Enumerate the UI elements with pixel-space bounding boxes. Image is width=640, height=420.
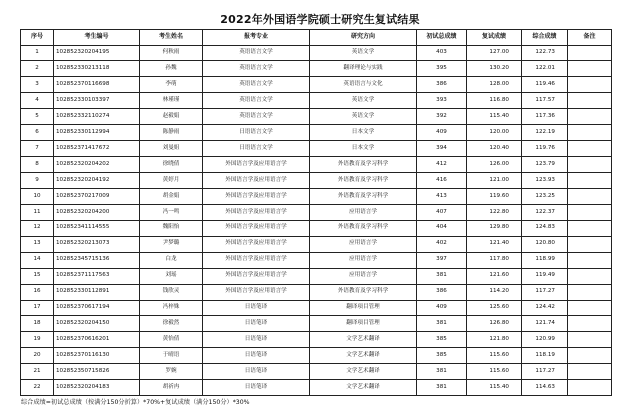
cell-retest-score: 119.60 [467, 188, 522, 204]
cell-major: 外国语言学及应用语言学 [203, 236, 310, 252]
cell-candidate-id: 102852320204195 [54, 45, 140, 61]
cell-research-direction: 应用语言学 [310, 252, 417, 268]
cell-major: 日语语言文学 [203, 141, 310, 157]
cell-index: 6 [21, 125, 54, 141]
cell-retest-score: 120.00 [467, 125, 522, 141]
cell-index: 5 [21, 109, 54, 125]
cell-remarks [568, 93, 612, 109]
table-row [21, 61, 612, 77]
cell-total-score: 121.74 [522, 316, 568, 332]
cell-research-direction: 外语教育及学习科学 [310, 284, 417, 300]
cell-remarks [568, 236, 612, 252]
cell-total-score: 122.37 [522, 204, 568, 220]
cell-retest-score: 128.00 [467, 77, 522, 93]
cell-research-direction: 外语教育及学习科学 [310, 220, 417, 236]
cell-candidate-id: 102852341114555 [54, 220, 140, 236]
cell-remarks [568, 204, 612, 220]
cell-retest-score: 115.60 [467, 364, 522, 380]
cell-candidate-name: 刘曼姐 [140, 141, 203, 157]
cell-preliminary-score: 397 [417, 252, 467, 268]
cell-retest-score: 121.80 [467, 332, 522, 348]
cell-index: 7 [21, 141, 54, 157]
cell-preliminary-score: 392 [417, 109, 467, 125]
cell-remarks [568, 300, 612, 316]
cell-total-score: 117.57 [522, 93, 568, 109]
cell-retest-score: 120.40 [467, 141, 522, 157]
header-remarks: 备注 [568, 30, 612, 46]
cell-remarks [568, 316, 612, 332]
cell-candidate-name: 冯梓姝 [140, 300, 203, 316]
cell-retest-score: 125.60 [467, 300, 522, 316]
cell-major: 外国语言学及应用语言学 [203, 284, 310, 300]
cell-index: 3 [21, 77, 54, 93]
cell-index: 11 [21, 204, 54, 220]
cell-total-score: 117.27 [522, 284, 568, 300]
header-major: 报考专业 [203, 30, 310, 46]
cell-research-direction: 外语教育及学习科学 [310, 157, 417, 173]
cell-retest-score: 114.20 [467, 284, 522, 300]
cell-candidate-name: 陈静雨 [140, 125, 203, 141]
cell-total-score: 117.27 [522, 364, 568, 380]
cell-major: 英语语言文学 [203, 77, 310, 93]
cell-candidate-name: 林瑾瑾 [140, 93, 203, 109]
cell-research-direction: 应用语言学 [310, 268, 417, 284]
cell-index: 22 [21, 380, 54, 396]
cell-preliminary-score: 409 [417, 125, 467, 141]
cell-major: 英语语言文学 [203, 109, 310, 125]
cell-total-score: 117.36 [522, 109, 568, 125]
cell-remarks [568, 157, 612, 173]
cell-total-score: 119.49 [522, 268, 568, 284]
cell-candidate-name: 黄婷月 [140, 173, 203, 189]
cell-research-direction: 翻译项目管理 [310, 316, 417, 332]
cell-preliminary-score: 381 [417, 316, 467, 332]
cell-candidate-id: 102852350715826 [54, 364, 140, 380]
cell-research-direction: 日本文学 [310, 125, 417, 141]
cell-candidate-name: 魏阳怡 [140, 220, 203, 236]
cell-retest-score: 126.80 [467, 316, 522, 332]
header-research-direction: 研究方向 [310, 30, 417, 46]
cell-preliminary-score: 385 [417, 332, 467, 348]
cell-candidate-name: 尹梦璐 [140, 236, 203, 252]
header-index: 序号 [21, 30, 54, 46]
table-row [21, 204, 612, 220]
cell-candidate-id: 102852370616201 [54, 332, 140, 348]
cell-index: 17 [21, 300, 54, 316]
cell-preliminary-score: 404 [417, 220, 467, 236]
cell-total-score: 123.79 [522, 157, 568, 173]
cell-total-score: 122.01 [522, 61, 568, 77]
cell-retest-score: 115.40 [467, 109, 522, 125]
cell-preliminary-score: 381 [417, 380, 467, 396]
cell-preliminary-score: 403 [417, 45, 467, 61]
cell-candidate-name: 钱欣灵 [140, 284, 203, 300]
header-retest-score: 复试成绩 [467, 30, 522, 46]
cell-total-score: 119.76 [522, 141, 568, 157]
table-row [21, 125, 612, 141]
cell-major: 日语笔译 [203, 348, 310, 364]
cell-candidate-name: 徐晓倩 [140, 157, 203, 173]
cell-candidate-id: 102852330112994 [54, 125, 140, 141]
cell-candidate-id: 102852345715136 [54, 252, 140, 268]
cell-research-direction: 日本文学 [310, 141, 417, 157]
cell-remarks [568, 220, 612, 236]
cell-research-direction: 文学艺术翻译 [310, 332, 417, 348]
table-row [21, 157, 612, 173]
cell-remarks [568, 364, 612, 380]
cell-candidate-id: 102852330112891 [54, 284, 140, 300]
cell-candidate-id: 102852320204183 [54, 380, 140, 396]
cell-total-score: 120.80 [522, 236, 568, 252]
cell-remarks [568, 268, 612, 284]
cell-candidate-name: 罗婉 [140, 364, 203, 380]
header-candidate-name: 考生姓名 [140, 30, 203, 46]
cell-retest-score: 126.00 [467, 157, 522, 173]
cell-research-direction: 英语文学 [310, 45, 417, 61]
cell-major: 外国语言学及应用语言学 [203, 173, 310, 189]
cell-candidate-name: 徐毅然 [140, 316, 203, 332]
cell-index: 15 [21, 268, 54, 284]
cell-major: 英语语言文学 [203, 45, 310, 61]
cell-remarks [568, 348, 612, 364]
table-row [21, 380, 612, 396]
cell-total-score: 122.73 [522, 45, 568, 61]
page-title: 2022年外国语学院硕士研究生复试结果 [220, 13, 420, 26]
cell-candidate-id: 102852320204192 [54, 173, 140, 189]
cell-candidate-name: 刘瑶 [140, 268, 203, 284]
cell-total-score: 119.46 [522, 77, 568, 93]
cell-index: 9 [21, 173, 54, 189]
cell-research-direction: 文学艺术翻译 [310, 380, 417, 396]
cell-candidate-id: 102852320204150 [54, 316, 140, 332]
cell-major: 英语语言文学 [203, 61, 310, 77]
cell-index: 20 [21, 348, 54, 364]
cell-major: 日语语言文学 [203, 125, 310, 141]
cell-research-direction: 外语教育及学习科学 [310, 173, 417, 189]
cell-remarks [568, 61, 612, 77]
cell-preliminary-score: 386 [417, 77, 467, 93]
cell-total-score: 118.99 [522, 252, 568, 268]
cell-total-score: 124.83 [522, 220, 568, 236]
cell-research-direction: 翻译理论与实践 [310, 61, 417, 77]
cell-retest-score: 116.80 [467, 93, 522, 109]
cell-candidate-name: 胡金娟 [140, 188, 203, 204]
cell-research-direction: 英语文学 [310, 93, 417, 109]
cell-candidate-name: 李萌 [140, 77, 203, 93]
cell-preliminary-score: 386 [417, 284, 467, 300]
table-row [21, 316, 612, 332]
cell-remarks [568, 284, 612, 300]
cell-major: 日语笔译 [203, 332, 310, 348]
cell-index: 4 [21, 93, 54, 109]
cell-preliminary-score: 385 [417, 348, 467, 364]
cell-preliminary-score: 395 [417, 61, 467, 77]
cell-candidate-id: 102852371417672 [54, 141, 140, 157]
cell-retest-score: 122.80 [467, 204, 522, 220]
cell-major: 日语笔译 [203, 364, 310, 380]
cell-candidate-name: 黄怡倩 [140, 332, 203, 348]
cell-total-score: 120.99 [522, 332, 568, 348]
cell-preliminary-score: 413 [417, 188, 467, 204]
cell-total-score: 124.42 [522, 300, 568, 316]
cell-candidate-id: 102852320204202 [54, 157, 140, 173]
table-row [21, 236, 612, 252]
cell-retest-score: 115.60 [467, 348, 522, 364]
cell-candidate-name: 胡祈冉 [140, 380, 203, 396]
cell-candidate-id: 102852330213118 [54, 61, 140, 77]
cell-candidate-name: 孙魏 [140, 61, 203, 77]
cell-candidate-id: 102852370116130 [54, 348, 140, 364]
header-preliminary-score: 初试总成绩 [417, 30, 467, 46]
cell-research-direction: 文学艺术翻译 [310, 348, 417, 364]
table-row [21, 77, 612, 93]
table-row [21, 252, 612, 268]
cell-retest-score: 121.60 [467, 268, 522, 284]
cell-research-direction: 翻译项目管理 [310, 300, 417, 316]
cell-index: 8 [21, 157, 54, 173]
table-row [21, 173, 612, 189]
cell-candidate-id: 102852370617194 [54, 300, 140, 316]
cell-major: 外国语言学及应用语言学 [203, 252, 310, 268]
cell-remarks [568, 45, 612, 61]
cell-candidate-name: 于晴语 [140, 348, 203, 364]
cell-index: 10 [21, 188, 54, 204]
cell-index: 12 [21, 220, 54, 236]
cell-index: 18 [21, 316, 54, 332]
cell-preliminary-score: 407 [417, 204, 467, 220]
cell-preliminary-score: 381 [417, 268, 467, 284]
cell-research-direction: 应用语言学 [310, 236, 417, 252]
cell-index: 14 [21, 252, 54, 268]
cell-retest-score: 130.20 [467, 61, 522, 77]
cell-candidate-id: 102852332110274 [54, 109, 140, 125]
cell-major: 日语笔译 [203, 316, 310, 332]
cell-preliminary-score: 394 [417, 141, 467, 157]
cell-preliminary-score: 416 [417, 173, 467, 189]
cell-major: 外国语言学及应用语言学 [203, 204, 310, 220]
cell-total-score: 123.93 [522, 173, 568, 189]
cell-preliminary-score: 409 [417, 300, 467, 316]
table-row [21, 284, 612, 300]
cell-retest-score: 121.40 [467, 236, 522, 252]
table-row [21, 45, 612, 61]
cell-total-score: 123.25 [522, 188, 568, 204]
cell-index: 16 [21, 284, 54, 300]
cell-research-direction: 文学艺术翻译 [310, 364, 417, 380]
cell-remarks [568, 188, 612, 204]
cell-retest-score: 129.80 [467, 220, 522, 236]
table-row [21, 188, 612, 204]
cell-research-direction: 英语文学 [310, 109, 417, 125]
score-formula-note: 综合成绩=初试总成绩（按满分150分折算）*70%+复试成绩（满分150分）*30% [21, 399, 250, 406]
cell-remarks [568, 380, 612, 396]
table-row [21, 268, 612, 284]
cell-remarks [568, 141, 612, 157]
cell-retest-score: 127.00 [467, 45, 522, 61]
table-row [21, 348, 612, 364]
cell-index: 21 [21, 364, 54, 380]
cell-preliminary-score: 402 [417, 236, 467, 252]
table-row [21, 109, 612, 125]
table-header-row [21, 30, 612, 46]
cell-major: 日语笔译 [203, 380, 310, 396]
cell-retest-score: 115.40 [467, 380, 522, 396]
cell-research-direction: 外语教育及学习科学 [310, 188, 417, 204]
cell-major: 外国语言学及应用语言学 [203, 220, 310, 236]
cell-remarks [568, 125, 612, 141]
cell-candidate-name: 赵毅娟 [140, 109, 203, 125]
table-row [21, 364, 612, 380]
cell-research-direction: 应用语言学 [310, 204, 417, 220]
cell-candidate-name: 何秋雨 [140, 45, 203, 61]
cell-candidate-name: 白龙 [140, 252, 203, 268]
cell-candidate-id: 102852330103397 [54, 93, 140, 109]
cell-major: 日语笔译 [203, 300, 310, 316]
cell-remarks [568, 252, 612, 268]
table-row [21, 220, 612, 236]
cell-candidate-id: 102852371117563 [54, 268, 140, 284]
table-row [21, 141, 612, 157]
header-total-score: 综合成绩 [522, 30, 568, 46]
cell-candidate-id: 102852370217009 [54, 188, 140, 204]
cell-research-direction: 英语语言与文化 [310, 77, 417, 93]
table-row [21, 93, 612, 109]
cell-total-score: 118.19 [522, 348, 568, 364]
table-row [21, 332, 612, 348]
cell-major: 外国语言学及应用语言学 [203, 188, 310, 204]
cell-remarks [568, 109, 612, 125]
cell-index: 19 [21, 332, 54, 348]
cell-index: 2 [21, 61, 54, 77]
table-row [21, 300, 612, 316]
cell-total-score: 114.63 [522, 380, 568, 396]
cell-retest-score: 117.80 [467, 252, 522, 268]
cell-preliminary-score: 393 [417, 93, 467, 109]
cell-candidate-id: 102852320213073 [54, 236, 140, 252]
results-table [20, 29, 612, 396]
cell-remarks [568, 173, 612, 189]
cell-major: 外国语言学及应用语言学 [203, 157, 310, 173]
cell-total-score: 122.19 [522, 125, 568, 141]
cell-major: 外国语言学及应用语言学 [203, 268, 310, 284]
cell-preliminary-score: 381 [417, 364, 467, 380]
cell-candidate-id: 102852370116698 [54, 77, 140, 93]
cell-major: 英语语言文学 [203, 93, 310, 109]
cell-index: 1 [21, 45, 54, 61]
cell-preliminary-score: 412 [417, 157, 467, 173]
cell-candidate-id: 102852320204200 [54, 204, 140, 220]
cell-retest-score: 121.00 [467, 173, 522, 189]
cell-candidate-name: 冯一鸣 [140, 204, 203, 220]
cell-index: 13 [21, 236, 54, 252]
cell-remarks [568, 332, 612, 348]
header-candidate-id: 考生编号 [54, 30, 140, 46]
cell-remarks [568, 77, 612, 93]
